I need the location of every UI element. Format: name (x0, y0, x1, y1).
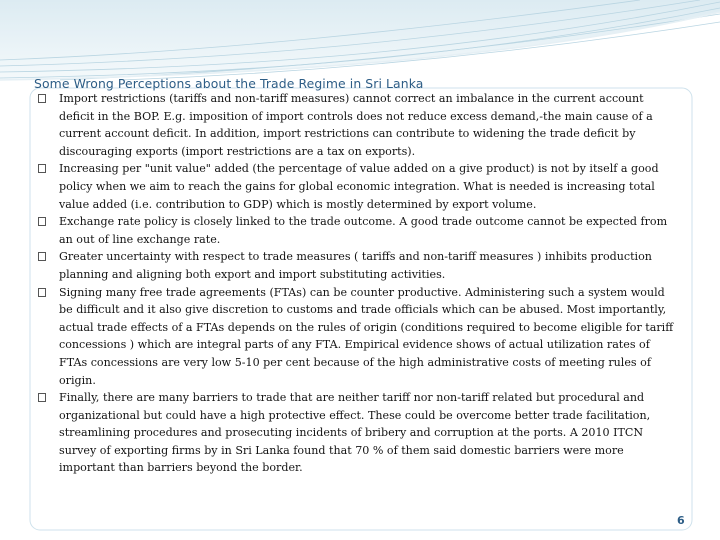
bullet-item (38, 284, 678, 390)
bullet-list (38, 90, 678, 477)
bullet-text: Exchange rate policy is closely linked to the trade outcome. A good trade outcome cannot be expected from an out of line exchange rate. (59, 215, 668, 246)
bullet-text: Signing many free trade agreements (FTAs) can be counter productive. Administering such a system would be difficult and it also give discretion to customs and trade officials which can be abused. Most importantly, actual trade effects of a FTAs depends on the rules of origin (conditions required to become eligible for tariff concessions ) which are integral parts of any FTA. Empirical evidence shows of actual utilization rates of FTAs concessions are very low 5-10 per cent because of the high administrative costs of meeting rules of origin. (59, 285, 674, 387)
bullet-text: Import restrictions (tariffs and non-tariff measures) cannot correct an imbalance in the current account deficit in the BOP. E.g. imposition of import controls does not reduce excess demand,-the main cause of a current account deficit. In addition, import restrictions can contribute to widening the trade deficit by discouraging exports (import restrictions are a tax on exports). (59, 92, 653, 158)
square-bullet-icon (38, 393, 46, 402)
bullet-text: Increasing per "unit value" added (the percentage of value added on a give product) is not by itself a good policy when we aim to reach the gains for global economic integration. What is needed is increasing total value added (i.e. contribution to GDP) which is mostly determined by export volume. (59, 162, 659, 211)
bullet-item (38, 90, 678, 160)
square-bullet-icon (38, 288, 46, 297)
page-number: 6 (677, 514, 685, 527)
bullet-item (38, 389, 678, 477)
square-bullet-icon (38, 217, 46, 226)
bullet-item (38, 248, 678, 283)
bullet-item (38, 213, 678, 248)
bullet-item (38, 160, 678, 213)
square-bullet-icon (38, 94, 46, 103)
square-bullet-icon (38, 252, 46, 261)
bullet-text: Greater uncertainty with respect to trade measures ( tariffs and non-tariff measures ) inhibits production planning and aligning both export and import substituting activities. (59, 250, 652, 281)
slide-title: Some Wrong Perceptions about the Trade Regime in Sri Lanka (34, 76, 424, 91)
bullet-text: Finally, there are many barriers to trade that are neither tariff nor non-tariff related but procedural and organizational but could have a high protective effect. These could be overcome better trade facilitation, streamlining procedures and prosecuting incidents of bribery and corruption at the ports. A 2010 ITCN survey of exporting firms by in Sri Lanka found that 70 % of them said domestic barriers were more important than barriers beyond the border. (59, 391, 651, 475)
square-bullet-icon (38, 164, 46, 173)
